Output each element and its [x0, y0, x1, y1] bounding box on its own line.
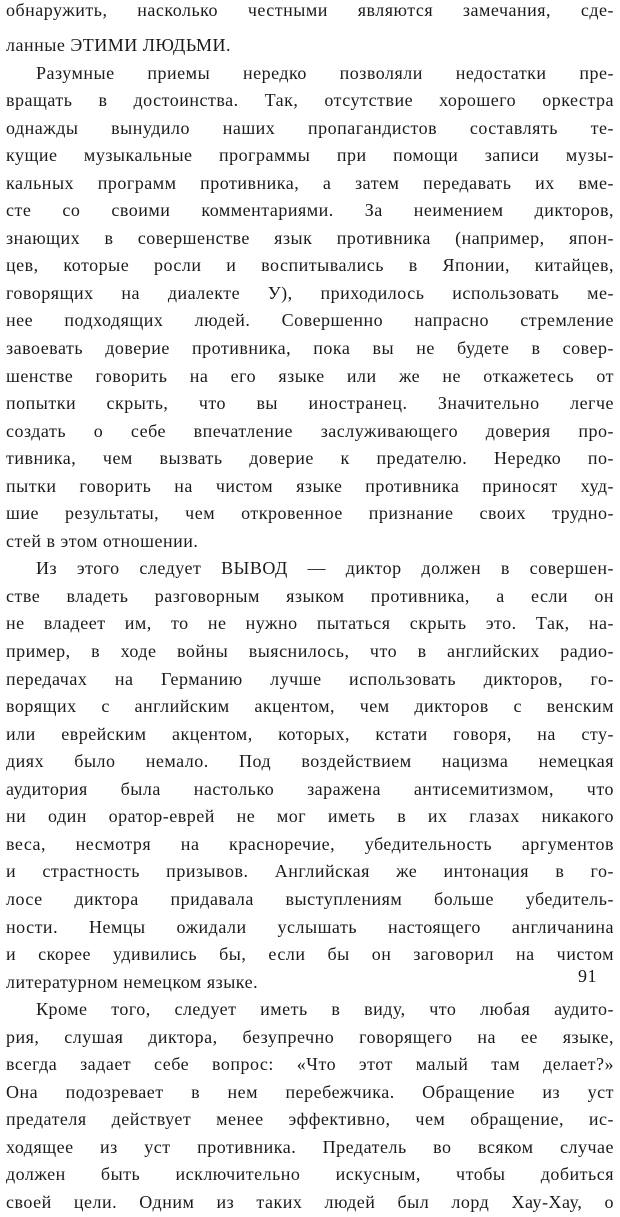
- text-line: Кроме того, следует иметь в виду, что любая аудито-: [36, 999, 614, 1020]
- text-line: или еврейским акцентом, которых, кстати говоря, на сту-: [6, 723, 614, 744]
- body-text: [6, 0, 614, 1217]
- text-line: и страстность призывов. Английская же интонация в го-: [6, 861, 614, 882]
- text-line: Разумные приемы нередко позволяли недостатки пре-: [36, 62, 614, 83]
- text-line: знающих в совершенстве язык противника (например, япон-: [6, 227, 614, 248]
- page-number: 91: [578, 966, 597, 986]
- text-line: вращать в достоинства. Так, отсутствие хорошего оркестра: [6, 90, 614, 111]
- text-line: всегда задает себе вопрос: «Что этот малый там делает?»: [6, 1054, 614, 1075]
- text-line: Из этого следует ВЫВОД — диктор должен в совершен-: [36, 558, 614, 579]
- text-line: литературном немецком языке.: [6, 971, 259, 992]
- text-line: ланные ЭТИМИ ЛЮДЬМИ.: [6, 35, 231, 55]
- text-line: ходящее из уст противника. Предатель во всяком случае: [6, 1136, 614, 1157]
- text-line: рия, слушая диктора, безупречно говорящего на ее языке,: [6, 1026, 614, 1047]
- text-line: аудитория была настолько заражена антисемитизмом, что: [6, 778, 614, 799]
- text-line: завоевать доверие противника, пока вы не будете в совер-: [6, 338, 614, 359]
- text-line: попытки скрыть, что вы иностранец. Значительно легче: [6, 393, 614, 414]
- text-line: Она подозревает в нем перебежчика. Обращение из уст: [6, 1081, 614, 1102]
- text-line: веса, несмотря на красноречие, убедительность аргументов: [6, 833, 614, 854]
- text-line: кущие музыкальные программы при помощи записи музы-: [6, 145, 614, 166]
- text-line: лосе диктора придавала выступлениям больше убедитель-: [6, 888, 614, 909]
- text-line: и скорее удивились бы, если бы он заговорил на чистом: [6, 944, 614, 965]
- text-line: должен быть исключительно искусным, чтобы добиться: [6, 1164, 614, 1185]
- text-line: диях было немало. Под воздействием нацизма немецкая: [6, 751, 614, 772]
- text-line: ни один оратор-еврей не мог иметь в их глазах никакого: [6, 806, 614, 827]
- text-line: передачах на Германию лучше использовать дикторов, го-: [6, 668, 614, 689]
- text-line: ности. Немцы ожидали услышать настоящего англичанина: [6, 916, 614, 937]
- text-line: цев, которые росли и воспитывались в Японии, китайцев,: [6, 255, 614, 276]
- text-line: стей в этом отношении.: [6, 530, 199, 551]
- text-line: однажды вынудило наших пропагандистов составлять те-: [6, 117, 614, 138]
- text-line: ворящих с английским акцентом, чем дикторов с венским: [6, 696, 614, 717]
- text-line: не владеет им, то не нужно пытаться скрыть это. Так, на-: [6, 613, 614, 634]
- text-line: кальных программ противника, а затем передавать их вме-: [6, 172, 614, 193]
- text-line: предателя действует менее эффективно, чем обращение, ис-: [6, 1109, 614, 1130]
- text-line: говорящих на диалекте У), приходилось использовать ме-: [6, 282, 614, 303]
- text-line: пытки говорить на чистом языке противника приносят худ-: [6, 475, 614, 496]
- text-line: пример, в ходе войны выяснилось, что в английских радио-: [6, 641, 614, 662]
- text-line: своей цели. Одним из таких людей был лорд Хау-Хау, о: [6, 1191, 614, 1212]
- text-line: нее подходящих людей. Совершенно напрасно стремление: [6, 310, 614, 331]
- text-line: сте со своими комментариями. За неимением дикторов,: [6, 200, 614, 221]
- text-line: шие результаты, чем откровенное признание своих трудно-: [6, 503, 614, 524]
- text-line: создать о себе впечатление заслуживающего доверия про-: [6, 420, 614, 441]
- text-line: тивника, чем вызвать доверие к предателю. Нередко по-: [6, 448, 614, 469]
- text-line: шенстве говорить на его языке или же не откажетесь от: [6, 365, 614, 386]
- text-line: стве владеть разговорным языком противника, а если он: [6, 585, 614, 606]
- text-line: обнаружить, насколько честными являются замечания, сде-: [6, 0, 614, 20]
